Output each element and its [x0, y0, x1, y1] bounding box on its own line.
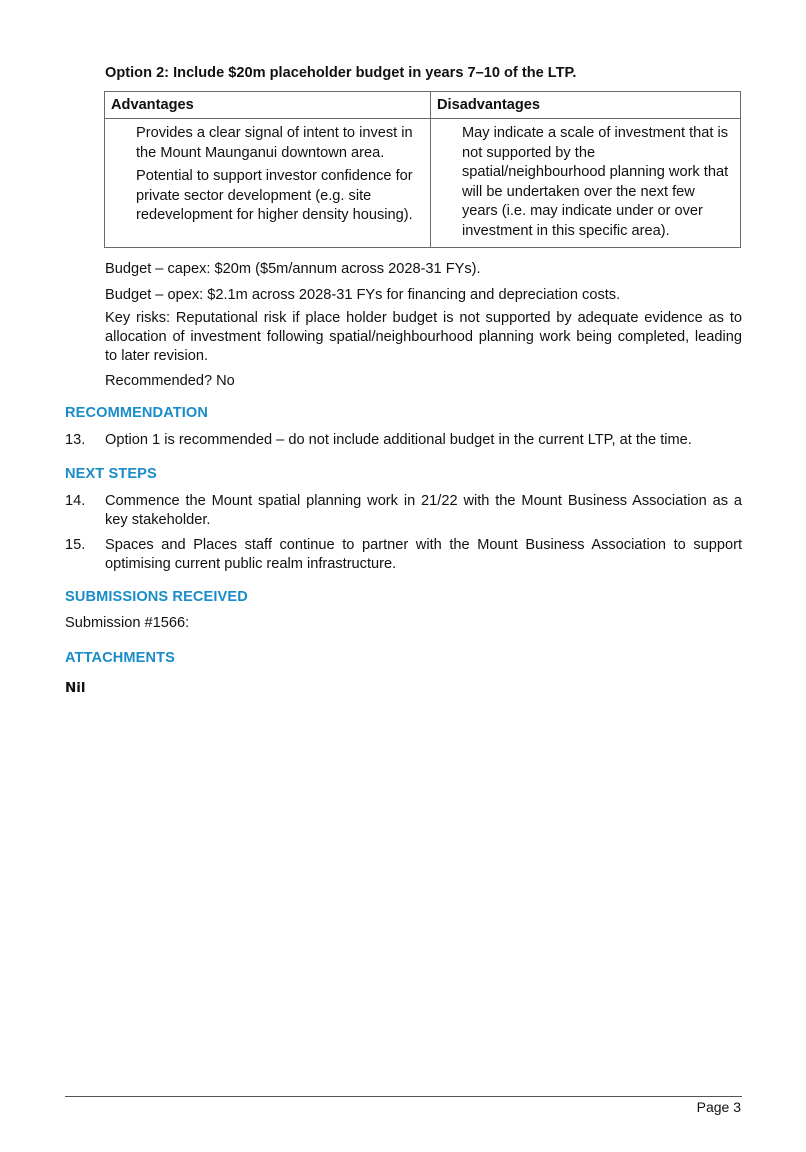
table-header-row [105, 92, 741, 119]
disadvantages-cell [431, 119, 741, 248]
advantages-header: Advantages [105, 92, 431, 119]
item-text: Spaces and Places staff continue to partner with the Mount Business Association to support optimising current public realm infrastructure. [105, 537, 742, 572]
submissions-heading: SUBMISSIONS RECEIVED [65, 589, 248, 605]
recommendation-heading: RECOMMENDATION [65, 405, 209, 421]
checkbox-bullet-icon [111, 167, 136, 226]
item-text: Option 1 is recommended – do not include additional budget in the current LTP, at the time. [105, 432, 692, 448]
disadvantage-text: May indicate a scale of investment that is not supported by the spatial/neighbourhood planning work that will be undertaken over the next few years (i.e. may indicate under or over investment in this specific area). [462, 125, 729, 239]
advantage-text: Potential to support investor confidence for private sector development (e.g. site redevelopment for higher density housing). [136, 168, 413, 223]
budget-opex: Budget – opex: $2.1m across 2028-31 FYs for financing and depreciation costs. [105, 287, 621, 303]
checkbox-bullet-icon [437, 124, 462, 241]
disadvantages-header: Disadvantages [431, 92, 741, 119]
item-number: 14. [65, 493, 86, 509]
list-item [437, 124, 734, 241]
list-item [65, 536, 742, 574]
attachments-value: Nil [65, 680, 86, 696]
item-text: Commence the Mount spatial planning work in 21/22 with the Mount Business Association as a key stakeholder. [105, 493, 742, 528]
budget-capex: Budget – capex: $20m ($5m/annum across 2028-31 FYs). [105, 261, 481, 277]
list-item [111, 167, 424, 226]
item-number: 13. [65, 432, 86, 448]
recommended-status: Recommended? No [105, 373, 235, 389]
list-item [65, 492, 742, 530]
advantage-text: Provides a clear signal of intent to invest in the Mount Maunganui downtown area. [136, 125, 413, 161]
list-item [65, 431, 742, 450]
submission-text: Submission #1566: [65, 615, 190, 631]
advantages-cell [105, 119, 431, 248]
list-item [111, 124, 424, 163]
options-table [104, 91, 741, 248]
item-number: 15. [65, 537, 86, 553]
option-title: Option 2: Include $20m placeholder budget in years 7–10 of the LTP. [105, 65, 577, 81]
page-number: Page 3 [696, 1099, 741, 1115]
footer-divider [65, 1096, 742, 1097]
checkbox-bullet-icon [111, 124, 136, 163]
table-row [105, 119, 741, 248]
key-risks: Key risks: Reputational risk if place holder budget is not supported by adequate evidence as to allocation of investment following spatial/neighbourhood planning work being completed, leading to later revision. [105, 310, 742, 364]
attachments-heading: ATTACHMENTS [65, 650, 175, 666]
next-steps-heading: NEXT STEPS [65, 466, 157, 482]
